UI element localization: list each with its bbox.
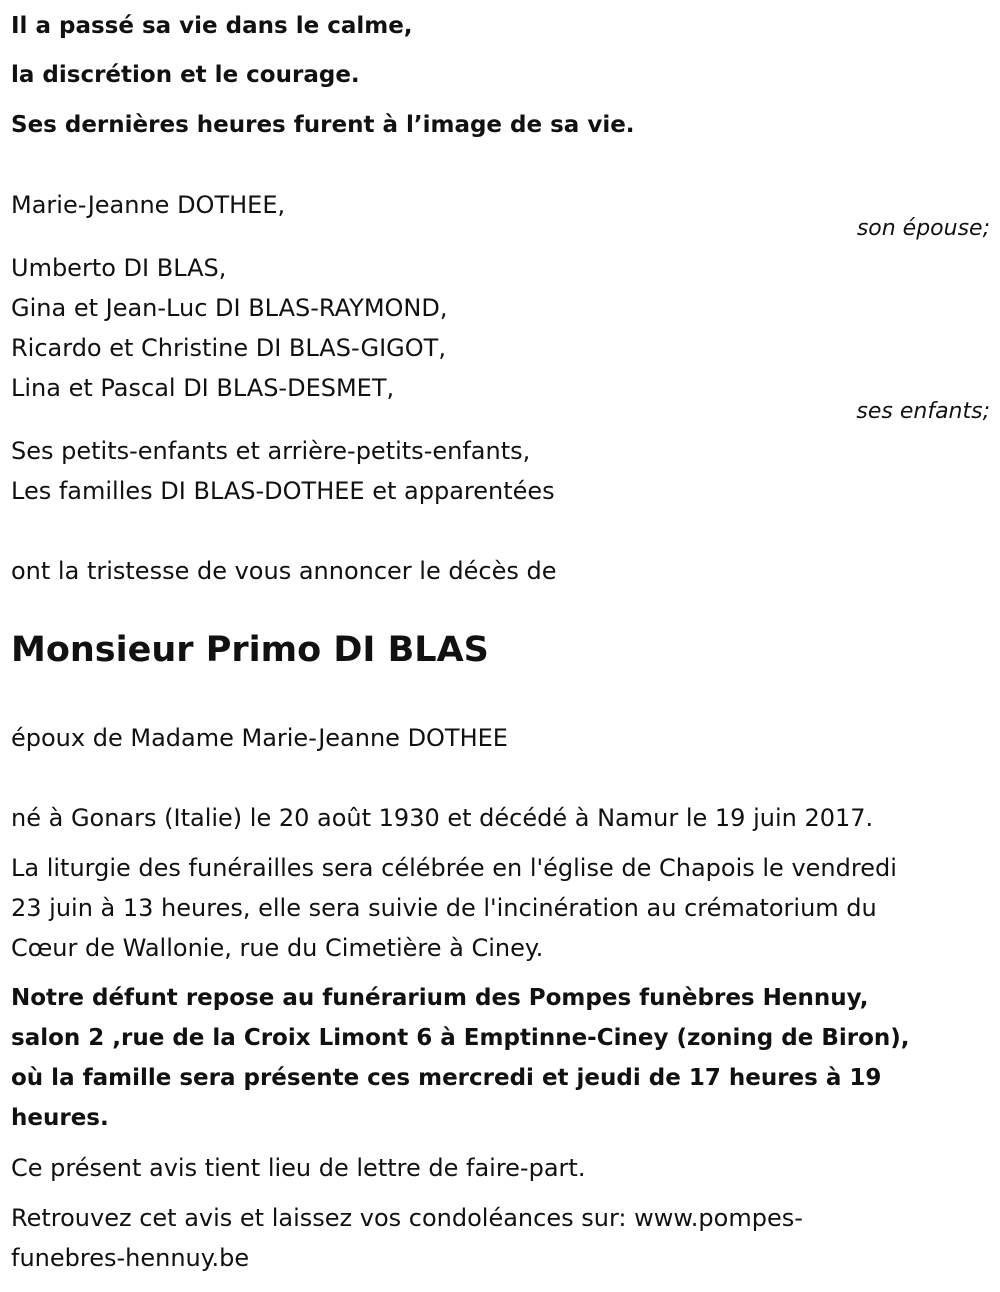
announcement: ont la tristesse de vous annoncer le décès de (11, 557, 557, 585)
child-name: Umberto DI BLAS, (11, 254, 227, 282)
child-name: Ricardo et Christine DI BLAS-GIGOT, (11, 334, 446, 362)
child-name: Gina et Jean-Luc DI BLAS-RAYMOND, (11, 294, 448, 322)
birth-death: né à Gonars (Italie) le 20 août 1930 et décédé à Namur le 19 juin 2017. (11, 804, 874, 832)
spouse-role: son épouse; (856, 216, 990, 241)
condolences-line: funebres-hennuy.be (11, 1244, 250, 1272)
liturgy-line: 23 juin à 13 heures, elle sera suivie de l'incinération au crématorium du (11, 894, 877, 922)
family-line: Ses petits-enfants et arrière-petits-enfants, (11, 437, 531, 465)
spouse-name: Marie-Jeanne DOTHEE, (11, 191, 286, 219)
epigraph-line: Il a passé sa vie dans le calme, (11, 13, 413, 39)
liturgy-line: La liturgie des funérailles sera célébrée en l'église de Chapois le vendredi (11, 854, 897, 882)
visitation-line: où la famille sera présente ces mercredi et jeudi de 17 heures à 19 (11, 1065, 882, 1091)
visitation-line: Notre défunt repose au funérarium des Pompes funèbres Hennuy, (11, 985, 869, 1011)
visitation-line: salon 2 ,rue de la Croix Limont 6 à Emptinne-Ciney (zoning de Biron), (11, 1025, 910, 1051)
visitation-line: heures. (11, 1105, 109, 1131)
epigraph-line: la discrétion et le courage. (11, 62, 360, 88)
notice: Ce présent avis tient lieu de lettre de faire-part. (11, 1154, 586, 1182)
family-line: Les familles DI BLAS-DOTHEE et apparentées (11, 477, 555, 505)
condolences-line: Retrouvez cet avis et laissez vos condoléances sur: www.pompes- (11, 1204, 803, 1232)
child-name: Lina et Pascal DI BLAS-DESMET, (11, 374, 395, 402)
liturgy-line: Cœur de Wallonie, rue du Cimetière à Ciney. (11, 934, 544, 962)
deceased-name: Monsieur Primo DI BLAS (11, 630, 489, 670)
spouse-of: époux de Madame Marie-Jeanne DOTHEE (11, 724, 508, 752)
children-role: ses enfants; (856, 399, 990, 424)
epigraph-line: Ses dernières heures furent à l’image de sa vie. (11, 112, 635, 138)
